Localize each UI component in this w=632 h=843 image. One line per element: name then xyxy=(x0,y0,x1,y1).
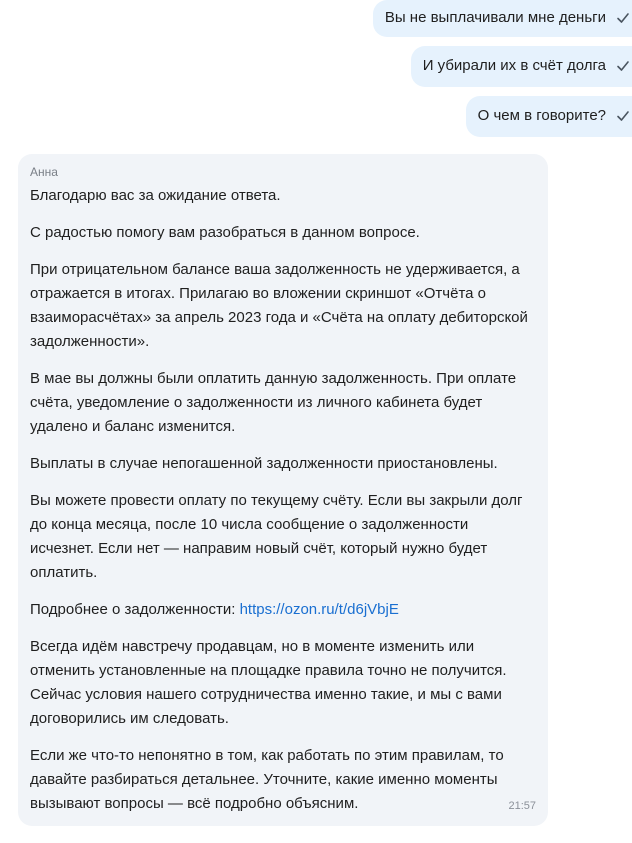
message-paragraph: Выплаты в случае непогашенной задолженности приостановлены. xyxy=(30,455,498,472)
outgoing-message[interactable] xyxy=(373,0,632,37)
message-paragraph: Благодарю вас за ожидание ответа. xyxy=(30,187,281,204)
check-icon xyxy=(616,11,630,25)
sender-name: Анна xyxy=(30,165,58,179)
message-text: Вы не выплачивали мне деньги xyxy=(384,9,606,26)
message-text: И убирали их в счёт долга xyxy=(422,57,606,74)
message-paragraph-link xyxy=(30,598,536,622)
message-paragraph: В мае вы должны были оплатить данную задолженность. При оплате счёта, уведомление о задолженности из личного кабинета будет удалено и баланс изменится. xyxy=(30,370,517,435)
check-icon xyxy=(616,109,630,123)
message-paragraph: Всегда идём навстречу продавцам, но в моменте изменить или отменить установленные на площадке правила точно не получится. Сейчас условия нашего сотрудничества именно такие, и мы с вами договорились им следовать. xyxy=(30,638,507,727)
link-prefix: Подробнее о задолженности: xyxy=(30,601,240,618)
outgoing-message[interactable] xyxy=(466,96,632,137)
message-time: 21:57 xyxy=(508,800,536,812)
debt-info-link[interactable]: https://ozon.ru/t/d6jVbjE xyxy=(239,601,399,618)
message-text: О чем в говорите? xyxy=(477,107,606,124)
incoming-message[interactable] xyxy=(18,154,548,826)
message-paragraph: Вы можете провести оплату по текущему счёту. Если вы закрыли долг до конца месяца, после 10 числа сообщение о задолженности исчезнет. Если нет — направим новый счёт, который нужно будет оплатить. xyxy=(30,492,523,581)
check-icon xyxy=(616,59,630,73)
message-paragraph: При отрицательном балансе ваша задолженность не удерживается, а отражается в итогах. Прилагаю во вложении скриншот «Отчёта о взаиморасчётах» за апрель 2023 года и «Счёта на оплату дебиторской задолженности». xyxy=(30,261,528,350)
outgoing-message[interactable] xyxy=(411,46,632,87)
message-paragraph: Если же что-то непонятно в том, как работать по этим правилам, то давайте разбираться детальнее. Уточните, какие именно моменты вызывают вопросы — всё подробно объясним. xyxy=(30,747,504,812)
message-paragraph: С радостью помогу вам разобраться в данном вопросе. xyxy=(30,224,420,241)
